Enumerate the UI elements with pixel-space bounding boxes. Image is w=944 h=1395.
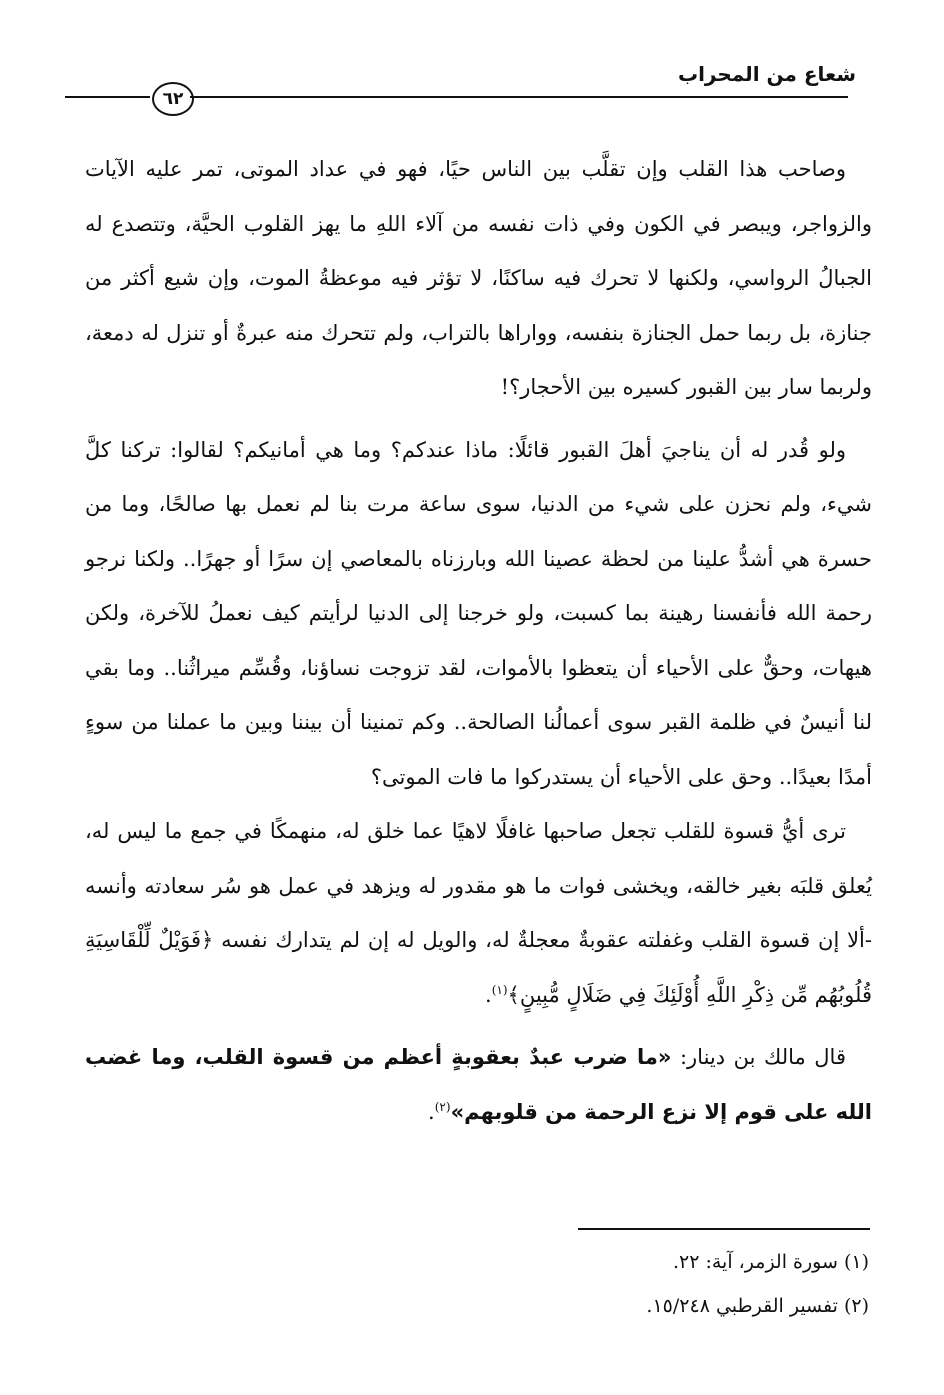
paragraph-2 xyxy=(85,423,872,805)
quote-attribution: قال مالك بن دينار: xyxy=(671,1045,846,1069)
paragraph-4-end: . xyxy=(428,1099,435,1124)
paragraph-3 xyxy=(85,804,872,1022)
quote-text: «ما ضرب عبدٌ بعقوبةٍ أعظم من قسوة القلب، وما غضب الله على قوم إلا نزع الرحمة من قلوبهم» xyxy=(85,1045,872,1124)
header-rule-left xyxy=(65,96,150,98)
paragraph-1-text: وصاحب هذا القلب وإن تقلَّب بين الناس حيًا، فهو في عداد الموتى، تمر عليه الآيات والزواجر، ويبصر في الكون وفي ذات نفسه من آلاء اللهِ ما يهز القلوب الحيَّة، وتتصدع له الجبالُ الرواسي، ولكنها لا تحرك فيه ساكنًا، لا تؤثر فيه موعظةُ الموت، وإن شيع أكثر من جنازة، بل ربما حمل الجنازة بنفسه، وواراها بالتراب، ولم تتحرك منه عبرةٌ أو تنزل له دمعة، ولربما سار بين القبور كسيره بين الأحجار؟! xyxy=(85,157,872,399)
footnote-2: (٢) تفسير القرطبي ١٥/٢٤٨. xyxy=(646,1295,869,1317)
paragraph-1 xyxy=(85,142,872,415)
paragraph-2-text: ولو قُدر له أن يناجيَ أهلَ القبور قائلًا: ماذا عندكم؟ وما هي أمانيكم؟ لقالوا: تركنا كلَّ شيء، ولم نحزن على شيء من الدنيا، سوى ساعة مرت بنا لم نعمل بها صالحًا، وما من حسرة هي أشدُّ علينا من لحظة عصينا الله وبارزناه بالمعاصي إن سرًا أو جهرًا.. ولكنا نرجو رحمة الله فأنفسنا رهينة بما كسبت، ولو خرجنا إلى الدنيا لرأيتم كيف نعملُ للآخرة، ولكن هيهات، وحقٌّ على الأحياء أن يتعظوا بالأموات، لقد تزوجت نساؤنا، وقُسِّم ميراثُنا.. وما بقي لنا أنيسٌ في ظلمة القبر سوى أعمالُنا الصالحة.. وكم تمنينا أن بيننا وبين ما عملنا من سوءٍ أمدًا بعيدًا.. وحق على الأحياء أن يستدركوا ما فات الموتى؟ xyxy=(85,437,872,789)
page-number: ٦٢ xyxy=(152,82,194,116)
footnote-ref-1[interactable]: (١) xyxy=(491,982,508,997)
footnote-ref-2[interactable]: (٢) xyxy=(434,1099,451,1114)
footnote-separator xyxy=(578,1228,870,1230)
paragraph-3-text: ترى أيُّ قسوة للقلب تجعل صاحبها غافلًا لاهيًا عما خلق له، منهمكًا في جمع ما ليس له، يُعلق قلبَه بغير خالقه، ويخشى فوات ما هو مقدور له ويزهد في عمل هو سُر سعادته وأنسه -ألا إن قسوة القلب وغفلته عقوبةٌ معجلةٌ له، والويل له إن لم يتدارك نفسه xyxy=(85,819,872,952)
running-title: شعاع من المحراب xyxy=(677,62,856,86)
footnotes xyxy=(369,1240,869,1328)
body-text xyxy=(85,142,872,1139)
footnote-1: (١) سورة الزمر، آية: ٢٢. xyxy=(672,1251,869,1273)
paragraph-4 xyxy=(85,1030,872,1139)
header-rule-right xyxy=(190,96,848,98)
paragraph-3-end: . xyxy=(485,982,492,1007)
quran-verse: ﴿فَوَيْلٌ لِّلْقَاسِيَةِ قُلُوبُهُم مِّن ذِكْرِ اللَّهِ أُوْلَئِكَ فِي ضَلَالٍ مُّبِينٍ﴾ xyxy=(85,928,872,1007)
